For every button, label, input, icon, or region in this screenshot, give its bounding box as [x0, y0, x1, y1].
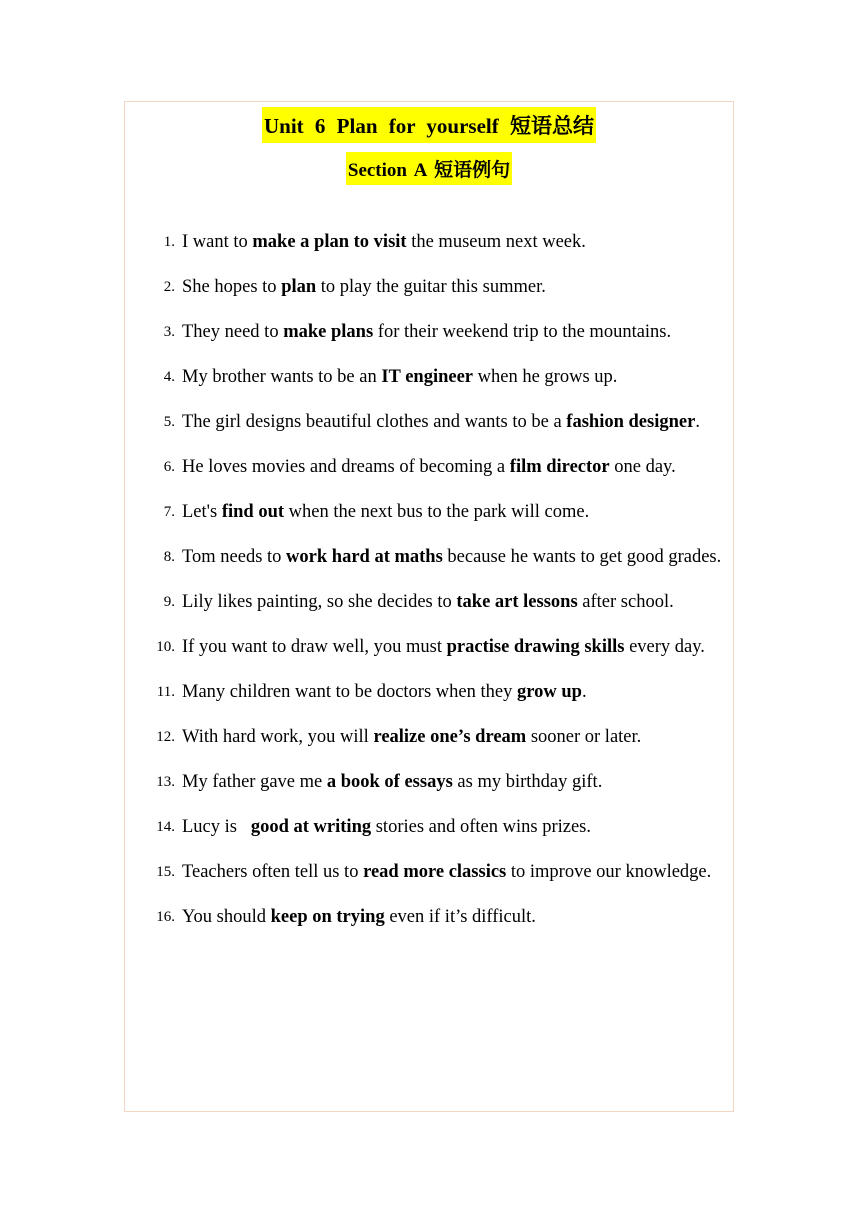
key-phrase: grow up	[516, 682, 582, 702]
key-phrase: work hard at maths	[286, 547, 443, 567]
key-phrase: keep on trying	[270, 907, 385, 927]
sentence-text: sooner or later.	[526, 727, 642, 747]
list-item	[125, 715, 733, 760]
item-sentence	[182, 445, 730, 490]
item-sentence	[182, 355, 730, 400]
item-sentence	[182, 400, 730, 445]
item-number: 14.	[156, 819, 175, 835]
sentence-text: after school.	[577, 592, 674, 612]
sentence-text: to improve our knowledge.	[506, 862, 712, 882]
key-phrase: make plans	[283, 322, 374, 342]
sentence-text: Tom needs to	[182, 547, 287, 567]
list-item	[125, 220, 733, 265]
list-item	[125, 760, 733, 805]
sentence-text: when he grows up.	[473, 367, 618, 387]
list-item	[125, 445, 733, 490]
item-number: 5.	[163, 414, 175, 430]
sentence-text: My brother wants to be an	[182, 367, 382, 387]
list-item	[125, 400, 733, 445]
sentence-list	[125, 220, 733, 940]
sentence-text: She hopes to	[182, 277, 282, 297]
key-phrase: practise drawing skills	[446, 637, 625, 657]
item-number: 4.	[163, 369, 175, 385]
sentence-text: as my birthday gift.	[452, 772, 603, 792]
list-item	[125, 535, 733, 580]
item-number: 7.	[163, 504, 175, 520]
sentence-text: Teachers often tell us to	[182, 862, 364, 882]
sentence-text: because he wants to get good grades.	[442, 547, 722, 567]
item-number: 2.	[163, 279, 175, 295]
sentence-text: Lily likes painting, so she decides to	[182, 592, 457, 612]
key-phrase: make a plan to visit	[252, 232, 407, 252]
item-sentence	[182, 715, 730, 760]
item-sentence	[182, 220, 730, 265]
item-sentence	[182, 625, 730, 670]
sentence-text: one day.	[609, 457, 676, 477]
list-item	[125, 310, 733, 355]
sentence-text: My father gave me	[182, 772, 327, 792]
list-item	[125, 490, 733, 535]
list-item	[125, 355, 733, 400]
sentence-text: With hard work, you will	[182, 727, 374, 747]
sentence-text: stories and often wins prizes.	[371, 817, 592, 837]
item-sentence	[182, 535, 730, 580]
key-phrase: IT engineer	[381, 367, 474, 387]
sentence-text: He loves movies and dreams of becoming a	[182, 457, 510, 477]
item-number: 10.	[156, 639, 175, 655]
sentence-text: Let's	[182, 502, 222, 522]
item-number: 1.	[163, 234, 175, 250]
sentence-text: Many children want to be doctors when they	[182, 682, 517, 702]
sentence-text: for their weekend trip to the mountains.	[373, 322, 672, 342]
item-sentence	[182, 490, 730, 535]
list-item	[125, 670, 733, 715]
item-sentence	[182, 580, 730, 625]
item-sentence	[182, 805, 730, 850]
item-number: 16.	[156, 909, 175, 925]
list-item	[125, 580, 733, 625]
document-frame	[124, 101, 734, 1112]
section-title: Section A 短语例句	[346, 152, 512, 185]
item-sentence	[182, 265, 730, 310]
sentence-text: when the next bus to the park will come.	[284, 502, 590, 522]
key-phrase: good at writing	[250, 817, 372, 837]
key-phrase: fashion designer	[566, 412, 696, 432]
sentence-text: .	[695, 412, 700, 432]
key-phrase: realize one’s dream	[373, 727, 527, 747]
item-number: 3.	[163, 324, 175, 340]
sentence-text: You should	[182, 907, 271, 927]
sentence-text: the museum next week.	[406, 232, 586, 252]
list-item	[125, 850, 733, 895]
sentence-text: The girl designs beautiful clothes and wants to be a	[182, 412, 567, 432]
subtitle-row	[125, 152, 733, 185]
sentence-text: I want to	[182, 232, 253, 252]
item-sentence	[182, 760, 730, 805]
key-phrase: take art lessons	[456, 592, 578, 612]
sentence-text: Lucy is	[182, 817, 251, 837]
item-sentence	[182, 310, 730, 355]
item-number: 13.	[156, 774, 175, 790]
item-number: 6.	[163, 459, 175, 475]
item-sentence	[182, 850, 730, 895]
sentence-text: to play the guitar this summer.	[316, 277, 546, 297]
key-phrase: find out	[221, 502, 285, 522]
item-number: 12.	[156, 729, 175, 745]
sentence-text: They need to	[182, 322, 284, 342]
item-number: 11.	[156, 684, 175, 700]
sentence-text: even if it’s difficult.	[384, 907, 536, 927]
list-item	[125, 265, 733, 310]
key-phrase: read more classics	[363, 862, 507, 882]
list-item	[125, 805, 733, 850]
item-number: 15.	[156, 864, 175, 880]
item-number: 9.	[163, 594, 175, 610]
key-phrase: a book of essays	[326, 772, 453, 792]
key-phrase: plan	[281, 277, 317, 297]
sentence-text: .	[581, 682, 587, 702]
item-sentence	[182, 895, 730, 940]
page-title: Unit 6 Plan for yourself 短语总结	[262, 107, 596, 143]
item-sentence	[182, 670, 730, 715]
sentence-text: every day.	[624, 637, 705, 657]
title-row	[125, 107, 733, 143]
list-item	[125, 895, 733, 940]
sentence-text: If you want to draw well, you must	[182, 637, 447, 657]
list-item	[125, 625, 733, 670]
item-number: 8.	[163, 549, 175, 565]
key-phrase: film director	[509, 457, 610, 477]
